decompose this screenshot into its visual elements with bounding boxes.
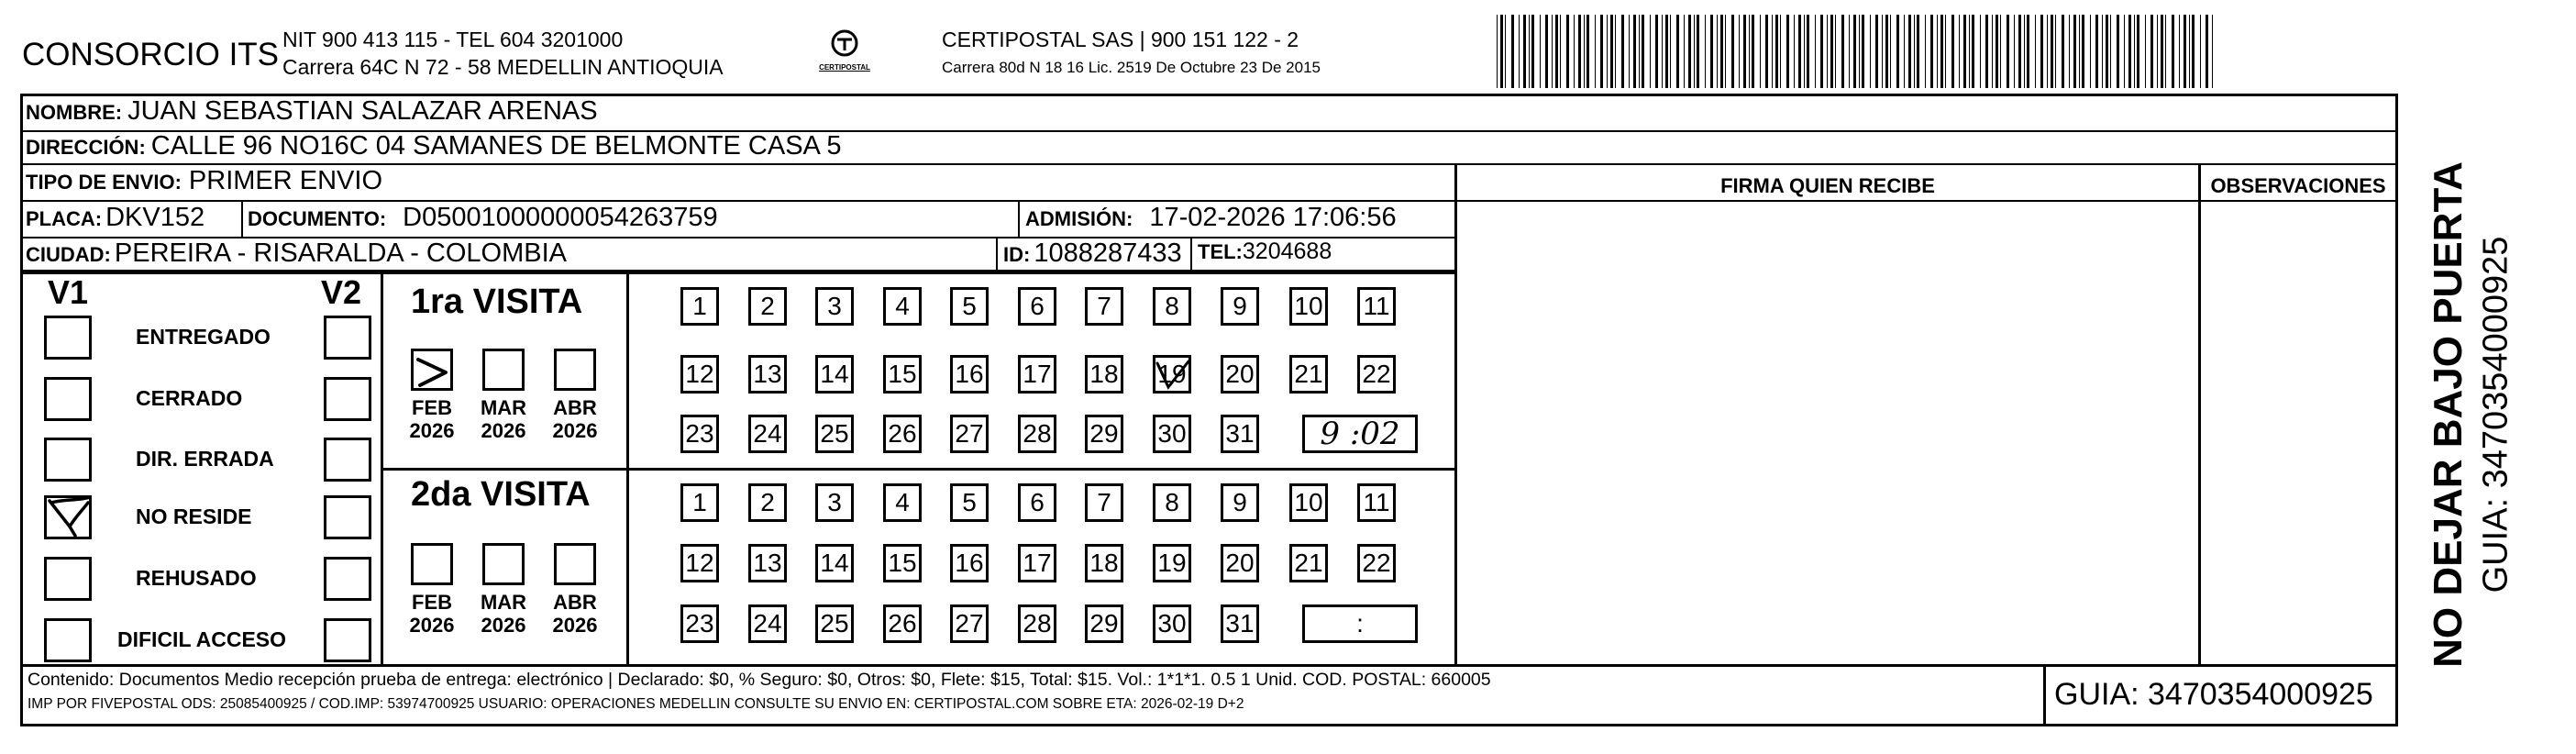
barcode-bar [1807, 15, 1809, 88]
barcode-bar [2018, 15, 2021, 88]
day-cell[interactable]: 28 [1018, 415, 1056, 453]
handwritten-check-mark [42, 490, 94, 539]
id-label: ID: [1003, 243, 1031, 266]
month-checkbox[interactable] [411, 543, 453, 585]
day-cell[interactable]: 16 [950, 355, 989, 394]
v2-checkbox[interactable] [324, 377, 371, 421]
day-cell[interactable]: 15 [883, 544, 922, 582]
barcode-bar [1650, 15, 1651, 88]
obs-column-left [2198, 163, 2201, 664]
barcode-bar [2027, 15, 2029, 88]
month-checkbox[interactable] [554, 349, 596, 391]
barcode-bar [1684, 15, 1685, 88]
barcode-bar [1540, 15, 1541, 88]
footer-line-1: Contenido: Documentos Medio recepción prueba de entrega: electrónico | Declarado: $0, % Seguro: $0, Otros: $0, Flete: $15, Total: $15. Vol.: 1*1*1. 0.5 1 Unid. COD. POSTAL: 660005 [28, 670, 1491, 690]
barcode-bar [1511, 15, 1514, 88]
tipo-value: PRIMER ENVIO [188, 166, 383, 195]
ciudad-value: PEREIRA - RISARALDA - COLOMBIA [114, 238, 568, 268]
v2-checkbox[interactable] [324, 316, 371, 360]
day-cell[interactable]: 18 [1085, 355, 1123, 394]
barcode-bar [1798, 15, 1801, 88]
firma-header: FIRMA QUIEN RECIBE [1720, 174, 1935, 197]
barcode-bar [1830, 15, 1833, 88]
direccion-row [26, 131, 841, 161]
barcode-bar [1940, 15, 1943, 88]
barcode-bar [1676, 15, 1679, 88]
barcode-bar [1607, 15, 1608, 88]
barcode-bar [1835, 15, 1836, 88]
barcode-bar [1560, 15, 1561, 88]
barcode-bar [1882, 15, 1883, 88]
barcode-bar [1552, 15, 1553, 88]
status-label: REHUSADO [136, 566, 257, 590]
documento-row [248, 203, 718, 233]
barcode-bar [1505, 15, 1506, 88]
tel-label: TEL: [1198, 240, 1243, 263]
v2-checkbox[interactable] [324, 618, 371, 662]
day-cell[interactable]: 29 [1085, 604, 1123, 643]
day-cell[interactable]: 30 [1153, 604, 1191, 643]
footer-divider [20, 664, 2398, 667]
day-cell[interactable]: 29 [1085, 415, 1123, 453]
day-cell[interactable]: 31 [1221, 415, 1259, 453]
v1-checkbox[interactable] [44, 438, 92, 482]
day-cell[interactable]: 21 [1289, 355, 1328, 394]
barcode-bar [1930, 15, 1933, 88]
v1-checkbox[interactable] [44, 316, 92, 360]
barcode-bar [2079, 15, 2080, 88]
barcode-bar [1794, 15, 1795, 88]
barcode-bar [1765, 15, 1768, 88]
barcode-bar [1925, 15, 1926, 88]
handwritten-check-mark [415, 352, 451, 389]
day-cell[interactable]: 26 [883, 415, 922, 453]
barcode-bar [2040, 15, 2043, 88]
day-cell[interactable]: 23 [680, 415, 719, 453]
month-name: FEB [412, 591, 452, 614]
visit-divider [381, 468, 1455, 471]
barcode-bar [1870, 15, 1871, 88]
barcode-bar [1804, 15, 1805, 88]
barcode-bar [1996, 15, 1998, 88]
barcode-bar [2134, 15, 2135, 88]
day-cell[interactable]: 23 [680, 604, 719, 643]
barcode-bar [1841, 15, 1844, 88]
barcode-bar [1710, 15, 1713, 88]
barcode-bar [2184, 15, 2186, 88]
barcode-bar [2051, 15, 2053, 88]
barcode-bar [2161, 15, 2163, 88]
barcode-bar [2073, 15, 2076, 88]
barcode-bar [1670, 15, 1671, 88]
barcode-bar [1786, 15, 1789, 88]
day-cell[interactable]: 8 [1153, 483, 1191, 522]
month-name: MAR [480, 591, 527, 614]
month-checkbox[interactable] [411, 349, 453, 391]
status-label: CERRADO [136, 386, 243, 410]
barcode-bar [2124, 15, 2125, 88]
day-cell[interactable]: 7 [1085, 483, 1123, 522]
barcode-bar [2035, 15, 2036, 88]
barcode-bar [2145, 15, 2146, 88]
day-cell[interactable]: 22 [1357, 355, 1396, 394]
status-label: DIFICIL ACCESO [117, 627, 287, 651]
day-cell[interactable]: 31 [1221, 604, 1259, 643]
barcode-bar [2179, 15, 2180, 88]
barcode-bar [1780, 15, 1781, 88]
month-year: 2026 [552, 419, 598, 442]
month-checkbox[interactable] [482, 543, 525, 585]
barcode-bar [1595, 15, 1596, 88]
day-cell[interactable]: 9 [1221, 483, 1259, 522]
barcode-bar [1555, 15, 1558, 88]
day-cell[interactable]: 2 [748, 287, 787, 326]
v2-header: V2 [321, 273, 362, 311]
barcode-bar [2069, 15, 2070, 88]
barcode-bar [1531, 15, 1534, 88]
month-name: MAR [480, 396, 527, 419]
barcode-bar [2189, 15, 2190, 88]
admision-row [1025, 203, 1397, 233]
company-address: Carrera 64C N 72 - 58 MEDELLIN ANTIOQUIA [282, 55, 724, 79]
ciudad-label: CIUDAD: [26, 243, 111, 266]
barcode-bar [1760, 15, 1761, 88]
barcode-bar [1772, 15, 1773, 88]
day-cell[interactable]: 25 [815, 415, 854, 453]
barcode-bar [1731, 15, 1734, 88]
first-visit-title: 1ra VISITA [411, 283, 583, 321]
v2-checkbox[interactable] [324, 438, 371, 482]
company-nit: NIT 900 413 115 - TEL 604 3201000 [282, 28, 624, 51]
barcode-bar [1523, 15, 1526, 88]
ciudad-row [26, 238, 567, 269]
barcode-bar [1890, 15, 1891, 88]
month-name: ABR [553, 591, 597, 614]
day-cell[interactable]: 16 [950, 544, 989, 582]
placa-label: PLACA: [26, 207, 103, 230]
day-cell[interactable]: 6 [1018, 483, 1056, 522]
status-label: NO RESIDE [136, 505, 252, 528]
day-cell[interactable]: 30 [1153, 415, 1191, 453]
barcode-bar [2090, 15, 2091, 88]
barcode-bar [1584, 15, 1585, 88]
barcode-bar [2117, 15, 2119, 88]
time-field[interactable]: : [1302, 604, 1418, 643]
day-cell[interactable]: 14 [815, 544, 854, 582]
month-name: FEB [412, 396, 452, 419]
courier-line: CERTIPOSTAL SAS | 900 151 122 - 2 [942, 28, 1299, 51]
barcode-bar [2157, 15, 2158, 88]
barcode-bar [1827, 15, 1828, 88]
barcode-bar [1642, 15, 1644, 88]
barcode-bar [1545, 15, 1548, 88]
barcode-bar [1720, 15, 1723, 88]
barcode-bar [1578, 15, 1581, 88]
barcode-bar [1963, 15, 1966, 88]
firma-column-left [1454, 163, 1457, 664]
barcode-bar [1529, 15, 1530, 88]
side-guia: GUIA: 3470354000925 [2476, 236, 2515, 593]
v2-checkbox[interactable] [324, 495, 371, 539]
barcode-bar [1497, 15, 1498, 88]
side-panel-divider [2395, 94, 2398, 726]
barcode-bar [1519, 15, 1520, 88]
day-cell[interactable]: 18 [1085, 544, 1123, 582]
day-cell[interactable]: 11 [1357, 287, 1396, 326]
day-cell[interactable]: 5 [950, 483, 989, 522]
footer-line-2: IMP POR FIVEPOSTAL ODS: 25085400925 / COD.IMP: 53974700925 USUARIO: OPERACIONES MEDELLIN CONSULTE SU ENVIO EN: CERTIPOSTAL.COM SOBRE ETA: 2026-02-19 D+2 [28, 696, 1244, 712]
barcode-bar [1633, 15, 1636, 88]
barcode-bar [2200, 15, 2201, 88]
barcode-bar [2047, 15, 2048, 88]
month-name: ABR [553, 396, 597, 419]
barcode-bar [2150, 15, 2153, 88]
barcode-bar [1914, 15, 1915, 88]
barcode-bar [1615, 15, 1616, 88]
day-cell[interactable]: 13 [748, 355, 787, 394]
barcode-bar [1908, 15, 1911, 88]
id-row [1003, 238, 1182, 269]
day-cell[interactable]: 7 [1085, 287, 1123, 326]
nombre-row [26, 96, 598, 127]
barcode-bar [1749, 15, 1750, 88]
barcode-bar [1985, 15, 1988, 88]
day-cell[interactable]: 17 [1018, 544, 1056, 582]
barcode-bar [1937, 15, 1938, 88]
v1-header: V1 [48, 273, 89, 311]
day-cell[interactable]: 24 [748, 415, 787, 453]
day-cell[interactable]: 1 [680, 483, 719, 522]
day-cell[interactable]: 19 [1153, 355, 1191, 394]
day-cell[interactable]: 21 [1289, 544, 1328, 582]
logo-text: CERTIPOSTAL [819, 63, 870, 72]
day-cell[interactable]: 5 [950, 287, 989, 326]
barcode-bar [2102, 15, 2103, 88]
barcode-bar [1885, 15, 1888, 88]
barcode-bar [1820, 15, 1823, 88]
tel-value: 3204688 [1242, 238, 1332, 264]
barcode-bar [1739, 15, 1740, 88]
month-year: 2026 [481, 614, 526, 637]
barcode-bar [1717, 15, 1718, 88]
placa-value: DKV152 [105, 203, 205, 232]
barcode-bar [1610, 15, 1613, 88]
admision-value: 17-02-2026 17:06:56 [1149, 203, 1397, 232]
barcode-bar [1969, 15, 1970, 88]
direccion-value: CALLE 96 NO16C 04 SAMANES DE BELMONTE CASA 5 [150, 131, 842, 161]
day-cell[interactable]: 15 [883, 355, 922, 394]
day-cell[interactable]: 20 [1221, 544, 1259, 582]
barcode-bar [2007, 15, 2009, 88]
day-cell[interactable]: 4 [883, 287, 922, 326]
day-cell[interactable]: 22 [1357, 544, 1396, 582]
barcode-bar [2206, 15, 2208, 88]
day-cell[interactable]: 9 [1221, 287, 1259, 326]
v2-checkbox[interactable] [324, 557, 371, 601]
day-cell[interactable]: 17 [1018, 355, 1056, 394]
v1-checkbox[interactable] [44, 377, 92, 421]
barcode-bar [1853, 15, 1856, 88]
tipo-label: TIPO DE ENVIO: [26, 171, 182, 194]
barcode-bar [2014, 15, 2015, 88]
day-cell[interactable]: 6 [1018, 287, 1056, 326]
barcode-bar [1587, 15, 1589, 88]
day-cell[interactable]: 10 [1289, 483, 1328, 522]
barcode-bar [2082, 15, 2084, 88]
v1-checkbox[interactable] [44, 618, 92, 662]
placa-row [26, 203, 205, 233]
time-field[interactable]: 9 :02 [1302, 415, 1418, 453]
day-cell[interactable]: 8 [1153, 287, 1191, 326]
barcode-bar [1862, 15, 1864, 88]
barcode-bar [1815, 15, 1816, 88]
day-cell[interactable]: 3 [815, 287, 854, 326]
barcode-bar [1500, 15, 1503, 88]
barcode-bar [1951, 15, 1954, 88]
day-cell[interactable]: 12 [680, 355, 719, 394]
nombre-label: NOMBRE: [26, 101, 123, 124]
month-checkbox[interactable] [554, 543, 596, 585]
no-dejar-warning: NO DEJAR BAJO PUERTA [2426, 161, 2471, 668]
barcode-bar [2192, 15, 2195, 88]
day-cell[interactable]: 10 [1289, 287, 1328, 326]
barcode-bar [2062, 15, 2064, 88]
direccion-label: DIRECCIÓN: [26, 136, 146, 159]
month-year: 2026 [409, 419, 455, 442]
barcode-bar [2172, 15, 2174, 88]
barcode-bar [1600, 15, 1603, 88]
footer-guia-divider [2043, 664, 2046, 726]
barcode-bar [1688, 15, 1691, 88]
barcode-bar [1859, 15, 1860, 88]
barcode-bar [2212, 15, 2213, 88]
day-cell[interactable]: 11 [1357, 483, 1396, 522]
month-year: 2026 [481, 419, 526, 442]
day-cell[interactable]: 13 [748, 544, 787, 582]
day-cell[interactable]: 27 [950, 415, 989, 453]
day-cell[interactable]: 24 [748, 604, 787, 643]
barcode-bar [1725, 15, 1726, 88]
day-cell[interactable]: 3 [815, 483, 854, 522]
barcode-bar [1875, 15, 1878, 88]
barcode [1495, 15, 2219, 88]
barcode-bar [1566, 15, 1569, 88]
barcode-bar [1743, 15, 1746, 88]
barcode-bar [1775, 15, 1778, 88]
barcode-bar [1621, 15, 1624, 88]
day-cell[interactable]: 20 [1221, 355, 1259, 394]
documento-label: DOCUMENTO: [248, 207, 387, 230]
barcode-bar [2110, 15, 2111, 88]
company-name: CONSORCIO ITS [22, 37, 280, 72]
barcode-bar [1639, 15, 1640, 88]
certipostal-logo [813, 28, 877, 79]
barcode-bar [2055, 15, 2056, 88]
barcode-bar [2024, 15, 2025, 88]
courier-address: Carrera 80d N 18 16 Lic. 2519 De Octubre 23 De 2015 [942, 59, 1321, 76]
admision-label: ADMISIÓN: [1025, 207, 1133, 230]
barcode-bar [1896, 15, 1899, 88]
barcode-bar [2000, 15, 2001, 88]
day-cell[interactable]: 14 [815, 355, 854, 394]
second-visit-title: 2da VISITA [411, 475, 591, 514]
nombre-value: JUAN SEBASTIAN SALAZAR ARENAS [127, 96, 598, 126]
side-panel [2407, 94, 2545, 726]
day-cell[interactable]: 25 [815, 604, 854, 643]
barcode-bar [1574, 15, 1575, 88]
day-cell[interactable]: 26 [883, 604, 922, 643]
day-cell[interactable]: 2 [748, 483, 787, 522]
barcode-bar [1992, 15, 1993, 88]
day-cell[interactable]: 27 [950, 604, 989, 643]
barcode-bar [1904, 15, 1905, 88]
barcode-bar [1629, 15, 1630, 88]
barcode-bar [1705, 15, 1706, 88]
barcode-bar [1655, 15, 1658, 88]
day-cell[interactable]: 19 [1153, 544, 1191, 582]
status-label: ENTREGADO [136, 325, 271, 349]
barcode-bar [2128, 15, 2131, 88]
day-cell[interactable]: 12 [680, 544, 719, 582]
day-cell[interactable]: 1 [680, 287, 719, 326]
barcode-bar [1697, 15, 1699, 88]
barcode-bar [1917, 15, 1919, 88]
barcode-bar [2165, 15, 2166, 88]
barcode-bar [1752, 15, 1754, 88]
barcode-bar [1694, 15, 1695, 88]
barcode-bar [1972, 15, 1974, 88]
month-checkbox[interactable] [482, 349, 525, 391]
barcode-bar [1849, 15, 1850, 88]
observaciones-header: OBSERVACIONES [2210, 174, 2386, 197]
barcode-bar [2095, 15, 2098, 88]
v1-checkbox[interactable] [44, 557, 92, 601]
barcode-bar [1665, 15, 1668, 88]
barcode-bar [1945, 15, 1946, 88]
barcode-bar [1662, 15, 1663, 88]
month-year: 2026 [552, 614, 598, 637]
barcode-bar [1980, 15, 1981, 88]
day-cell[interactable]: 4 [883, 483, 922, 522]
tel-row [1198, 238, 1332, 265]
barcode-bar [1959, 15, 1960, 88]
month-year: 2026 [409, 614, 455, 637]
status-label: DIR. ERRADA [136, 447, 274, 471]
documento-value: D05001000000054263759 [403, 203, 718, 232]
status-section-top [20, 272, 1455, 274]
day-cell[interactable]: 28 [1018, 604, 1056, 643]
footer-guia: GUIA: 3470354000925 [2054, 677, 2373, 712]
barcode-bar [2137, 15, 2139, 88]
handwritten-day-mark [1152, 356, 1194, 393]
id-value: 1088287433 [1034, 238, 1182, 268]
barcode-bar [2106, 15, 2108, 88]
tipo-row [26, 166, 382, 196]
